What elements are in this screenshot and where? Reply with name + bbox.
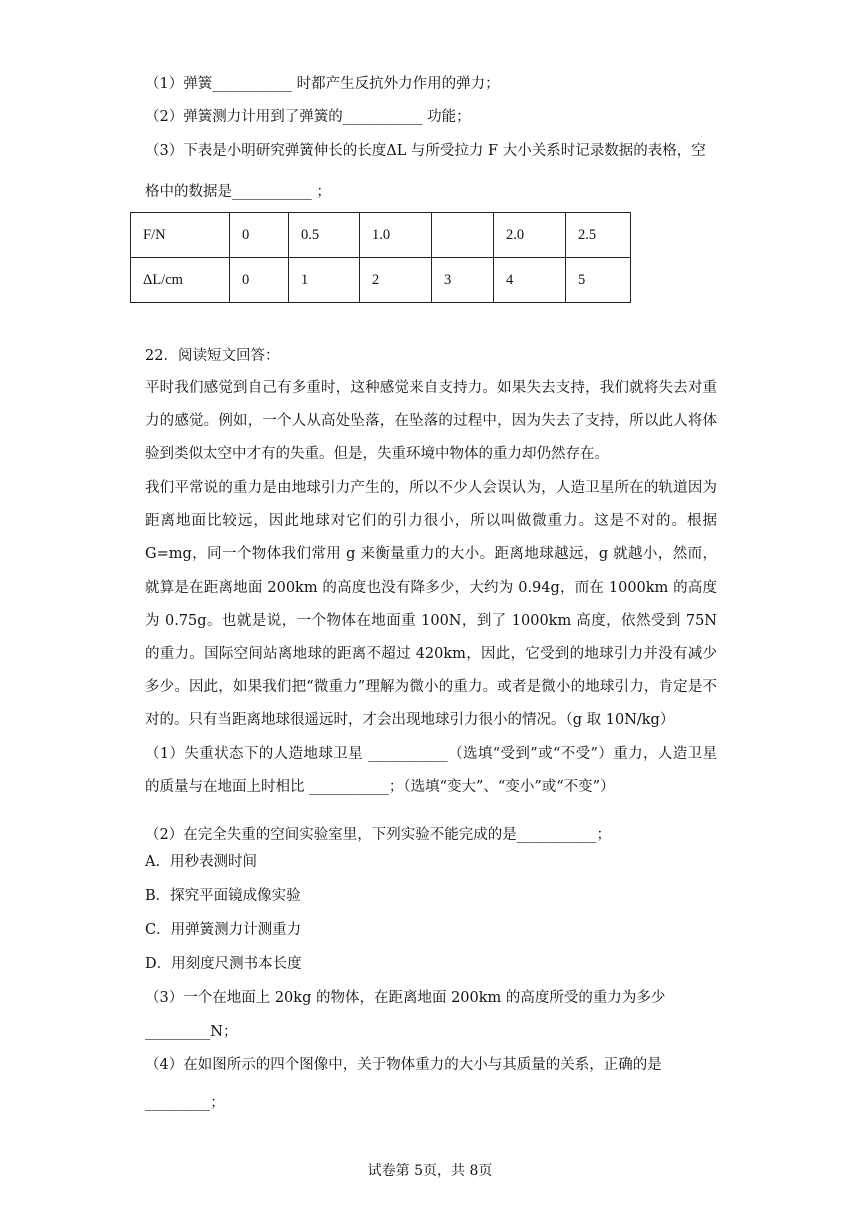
table-cell: 0.5	[289, 213, 360, 258]
q22-paragraph-1: 平时我们感觉到自己有多重时，这种感觉来自支持力。如果失去支持，我们就将失去对重力的感觉。例如，一个人从高处坠落，在坠落的过程中，因为失去了支持，所以此人将体验到类似太空中才有的失重。但是，失重环境中物体的重力却仍然存在。	[145, 380, 717, 463]
table-cell: 2.5	[566, 213, 631, 258]
table-cell: 5	[566, 258, 631, 303]
table-cell: 0	[230, 258, 289, 303]
table-cell: 0	[230, 213, 289, 258]
table-row	[131, 258, 631, 303]
q22-sub4-line2: _________；	[145, 1095, 225, 1111]
q22-option-a: A．用秒表测时间	[145, 854, 257, 870]
q21-sub3-line1: （3）下表是小明研究弹簧伸长的长度ΔL 与所受拉力 F 大小关系时记录数据的表格，空	[145, 143, 706, 159]
q21-sub2: （2）弹簧测力计用到了弹簧的___________ 功能；	[145, 109, 471, 125]
table-cell: ΔL/cm	[131, 258, 230, 303]
q22-sub3-line1: （3）一个在地面上 20kg 的物体，在距离地面 200km 的高度所受的重力为多少	[145, 990, 666, 1006]
table-cell	[432, 213, 494, 258]
table-cell: 4	[494, 258, 566, 303]
q21-sub3-line2: 格中的数据是___________ ；	[145, 184, 331, 200]
q22-option-c: C．用弹簧测力计测重力	[145, 922, 302, 938]
q22-paragraph-2: 我们平常说的重力是由地球引力产生的，所以不少人会误认为，人造卫星所在的轨道因为距离地面比较远，因此地球对它们的引力很小，所以叫做微重力。这是不对的。根据G=mg，同一个物体我们常用 g 来衡量重力的大小。距离地球越远，g 就越小，然而，就算是在距离地面 200km 的高度也没有降多少，大约为 0.94g，而在 1000km 的高度为 0.75g。也就是说，一个物体在地面重 100N，到了 1000km 高度，依然受到 75N 的重力。国际空间站离地球的距离不超过 420km，因此，它受到的地球引力并没有减少多少。因此，如果我们把“微重力”理解为微小的重力。或者是微小的地球引力，肯定是不对的。只有当距离地球很遥远时，才会出现地球引力很小的情况。（g 取 10N/kg）	[145, 480, 717, 729]
q22-option-b: B．探究平面镜成像实验	[145, 888, 301, 904]
q22-option-d: D．用刻度尺测书本长度	[145, 956, 302, 972]
table-row	[131, 213, 631, 258]
table-cell: 1.0	[360, 213, 432, 258]
table-cell: 2.0	[494, 213, 566, 258]
q21-sub1: （1）弹簧___________ 时都产生反抗外力作用的弹力；	[145, 76, 500, 92]
table-cell: 3	[432, 258, 494, 303]
q22-sub4-line1: （4）在如图所示的四个图像中，关于物体重力的大小与其质量的关系，正确的是	[145, 1057, 662, 1073]
spring-data-table	[130, 212, 631, 303]
q22-sub3-line2: _________N；	[145, 1024, 238, 1040]
q22-sub1: （1）失重状态下的人造地球卫星 ___________（选填“受到”或“不受”）重力，人造卫星的质量与在地面上时相比 ___________；（选填“变大”、“变小”或“不变”）	[145, 746, 717, 796]
table-cell: F/N	[131, 213, 230, 258]
table-cell: 1	[289, 258, 360, 303]
page-footer: 试卷第 5页，共 8页	[367, 1163, 493, 1179]
q22-heading: 22．阅读短文回答：	[145, 348, 280, 364]
q22-sub2: （2）在完全失重的空间实验室里，下列实验不能完成的是___________；	[145, 827, 611, 843]
table-cell: 2	[360, 258, 432, 303]
